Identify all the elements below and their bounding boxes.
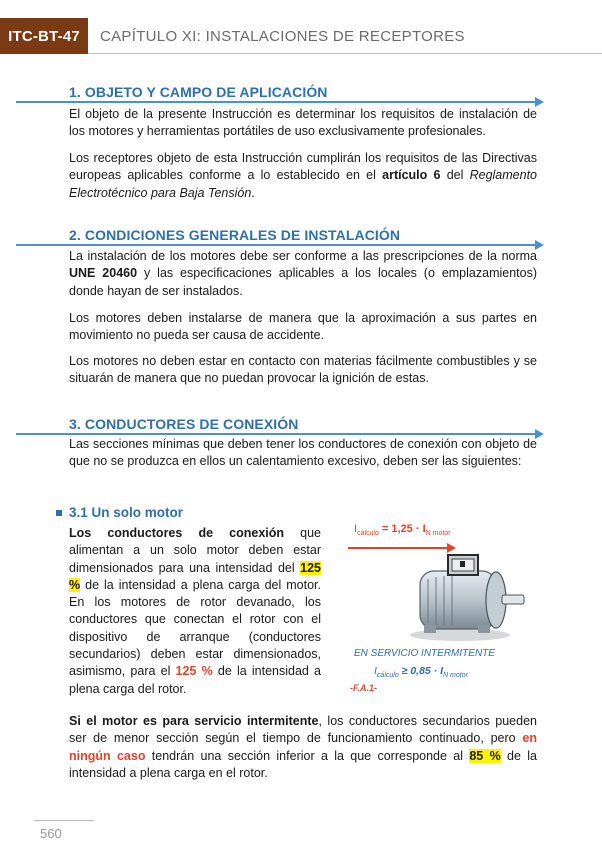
motor-figure bbox=[340, 515, 540, 705]
section-2-paragraph-3: Los motores no deben estar en contacto con materias fácilmente combustibles y se situarán de manera que no puedan provocar la ignición de estas. bbox=[69, 354, 537, 386]
section-1-title: 1. OBJETO Y CAMPO DE APLICACIÓN bbox=[69, 84, 328, 100]
header-divider bbox=[88, 53, 602, 54]
figure-reference: -F.A.1- bbox=[350, 683, 377, 693]
section-2-underline-arrow bbox=[16, 244, 536, 246]
intermittent-service-paragraph: Si el motor es para servicio intermitente, los conductores secundarios pueden ser de menor sección según el tiempo de funcionamiento continuado, pero en ningún caso tendrán una sección inferior a la que corresponde al 85 % de la intensidad a plena carga en el rotor. bbox=[69, 714, 537, 780]
page-number: 560 bbox=[40, 826, 62, 841]
electric-motor-icon bbox=[390, 545, 530, 645]
subsection-bullet-icon bbox=[56, 510, 62, 516]
calc-formula: $I_{cálculo} = 1,25 \cdot I_{N motor}$ bbox=[354, 523, 451, 538]
section-2-paragraph-1: La instalación de los motores debe ser conforme a las prescripciones de la norma UNE 20460 y las especificaciones aplicables a los locales (o emplazamientos) donde hayan de ser instalados. bbox=[69, 249, 537, 298]
section-3-title: 3. CONDUCTORES DE CONEXIÓN bbox=[69, 416, 299, 432]
subsection-3-1-title: 3.1 Un solo motor bbox=[69, 505, 184, 520]
section-1-paragraph-2: Los receptores objeto de esta Instrucción cumplirán los requisitos de las Directivas europeas aplicables conforme a lo establecido en el artículo 6 del Reglamento Electrotécnico para Baja Tensión. bbox=[69, 151, 537, 200]
chapter-title: CAPÍTULO XI: INSTALACIONES DE RECEPTORES bbox=[100, 28, 465, 45]
footer-divider bbox=[34, 820, 94, 821]
section-3-paragraph-1: Las secciones mínimas que deben tener los conductores de conexión con objeto de que no se produzca en ellos un calentamiento excesivo, deben ser las siguientes: bbox=[69, 437, 537, 469]
section-1-underline-arrow bbox=[16, 101, 536, 103]
section-3-underline-arrow bbox=[16, 433, 536, 435]
intermittent-service-label: EN SERVICIO INTERMITENTE bbox=[354, 648, 495, 659]
section-2-paragraph-2: Los motores deben instalarse de manera que la aproximación a sus partes en movimiento no pueda ser causa de accidente. bbox=[69, 311, 537, 343]
section-1-paragraph-1: El objeto de la presente Instrucción es determinar los requisitos de instalación de los motores y herramientas portátiles de uso exclusivamente profesionales. bbox=[69, 107, 537, 139]
chapter-badge: ITC-BT-47 bbox=[0, 18, 88, 54]
single-motor-paragraph: Los conductores de conexión que alimentan a un solo motor deben estar dimensionados para una intensidad del 125 % de la intensidad a plena carga del motor. En los motores de rotor devanado, los conductores que conectan el rotor con el dispositivo de arranque (conductores secundarios) deben estar dimensionados, asimismo, para el 125 % de la intensidad a plena carga del rotor. bbox=[69, 526, 321, 696]
section-2-title: 2. CONDICIONES GENERALES DE INSTALACIÓN bbox=[69, 227, 401, 243]
intermittent-calc-formula: $I_{cálculo} \ge 0,85 \cdot I_{N motor}$ bbox=[374, 665, 468, 680]
